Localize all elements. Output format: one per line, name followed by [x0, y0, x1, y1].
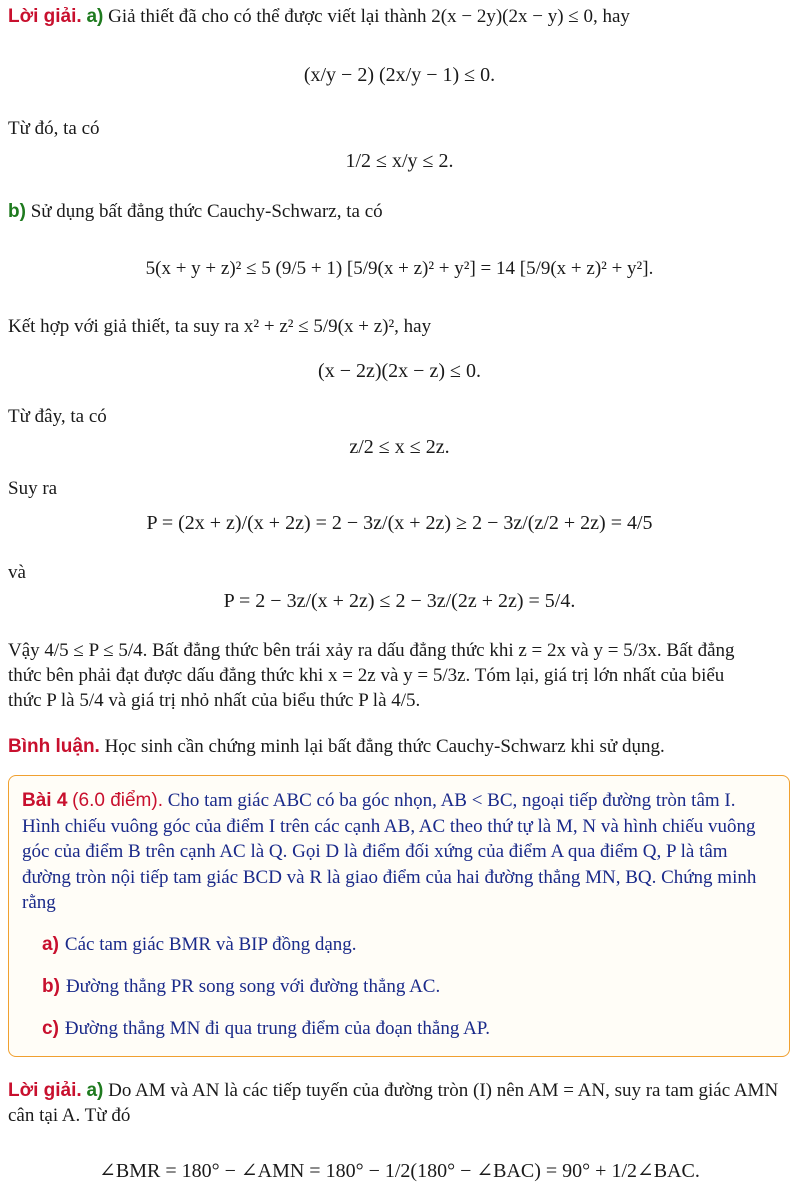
comment-line	[8, 736, 665, 758]
conclusion-line-2: thức bên phải đạt được dấu đẳng thức khi x = 2z và y = 5/3z. Tóm lại, giá trị lớn nhất của biểu	[8, 665, 725, 686]
equation-7: P = 2 − 3z/(x + 2z) ≤ 2 − 3z/(2z + 2z) = 5/4.	[223, 590, 576, 612]
problem-4-statement	[22, 788, 778, 916]
problem-item-b	[42, 976, 440, 998]
solution-a-line	[8, 6, 630, 28]
solution-4-text: Do AM và AN là các tiếp tuyến của đường tròn (I) nên AM = AN, suy ra tam giác AMN cân tại A. Từ đó	[8, 1080, 779, 1126]
solution-label: Lời giải.	[8, 6, 82, 27]
equation-8: ∠BMR = 180° − ∠AMN = 180° − 1/2(180° − ∠BAC) = 90° + 1/2∠BAC.	[99, 1160, 700, 1182]
part-a-label: a)	[86, 6, 104, 27]
solution-a-text: Giả thiết đã cho có thể được viết lại thành 2(x − 2y)(2x − y) ≤ 0, hay	[108, 6, 630, 27]
item-text: Đường thẳng PR song song với đường thẳng AC.	[65, 976, 441, 997]
part-b-label: b)	[8, 201, 26, 222]
equation-1: (x/y − 2) (2x/y − 1) ≤ 0.	[303, 64, 496, 86]
equation-5: z/2 ≤ x ≤ 2z.	[349, 436, 450, 458]
comment-label: Bình luận.	[8, 736, 100, 757]
conclusion-line-1: Vậy 4/5 ≤ P ≤ 5/4. Bất đẳng thức bên trái xảy ra dấu đẳng thức khi z = 2x và y = 5/3x. Bất đẳng	[8, 640, 735, 661]
conclusion-paragraph	[8, 638, 792, 713]
ket-hop-text: Kết hợp với giả thiết, ta suy ra x² + z² ≤ 5/9(x + z)², hay	[8, 316, 432, 337]
problem-item-c	[42, 1018, 490, 1040]
item-text: Đường thẳng MN đi qua trung điểm của đoạn thẳng AP.	[64, 1018, 491, 1039]
equation-4: (x − 2z)(2x − z) ≤ 0.	[318, 360, 481, 382]
problem-item-a	[42, 934, 357, 956]
equation-3: 5(x + y + z)² ≤ 5 (9/5 + 1) [5/9(x + z)² + y²] = 14 [5/9(x + z)² + y²].	[145, 258, 654, 279]
item-key: b)	[42, 976, 60, 997]
item-key: c)	[42, 1018, 59, 1039]
solution-4-part: a)	[86, 1080, 104, 1101]
problem-points: (6.0 điểm).	[72, 790, 163, 811]
solution-b-text: Sử dụng bất đẳng thức Cauchy-Schwarz, ta có	[30, 201, 383, 222]
problem-text: Cho tam giác ABC có ba góc nhọn, AB < BC, ngoại tiếp đường tròn tâm I. Hình chiếu vuông góc của điểm I trên các cạnh AB, AC theo thứ tự là M, N và hình chiếu vuông góc của điểm B trên cạnh AC là Q. Gọi D là điểm đối xứng của điểm A qua điểm Q, P là tâm đường tròn nội tiếp tam giác BCD và R là giao điểm của hai đường thẳng MN, BQ. Chứng minh rằng	[22, 790, 757, 913]
problem-title: Bài 4	[22, 790, 68, 811]
solution-4-paragraph	[8, 1078, 792, 1128]
solution-4-label: Lời giải.	[8, 1080, 82, 1101]
equation-6: P = (2x + z)/(x + 2z) = 2 − 3z/(x + 2z) ≥ 2 − 3z/(z/2 + 2z) = 4/5	[146, 512, 653, 534]
tu-day-text: Từ đây, ta có	[8, 406, 107, 427]
va-text: và	[8, 562, 26, 583]
item-key: a)	[42, 934, 59, 955]
conclusion-line-3: thức P là 5/4 và giá trị nhỏ nhất của biểu thức P là 4/5.	[8, 690, 421, 711]
comment-text: Học sinh cần chứng minh lại bất đẳng thức Cauchy-Schwarz khi sử dụng.	[104, 736, 665, 757]
solution-b-line	[8, 201, 383, 223]
suy-ra-text: Suy ra	[8, 478, 58, 499]
tu-do-text: Từ đó, ta có	[8, 118, 100, 139]
equation-2: 1/2 ≤ x/y ≤ 2.	[345, 150, 454, 172]
item-text: Các tam giác BMR và BIP đồng dạng.	[64, 934, 357, 955]
